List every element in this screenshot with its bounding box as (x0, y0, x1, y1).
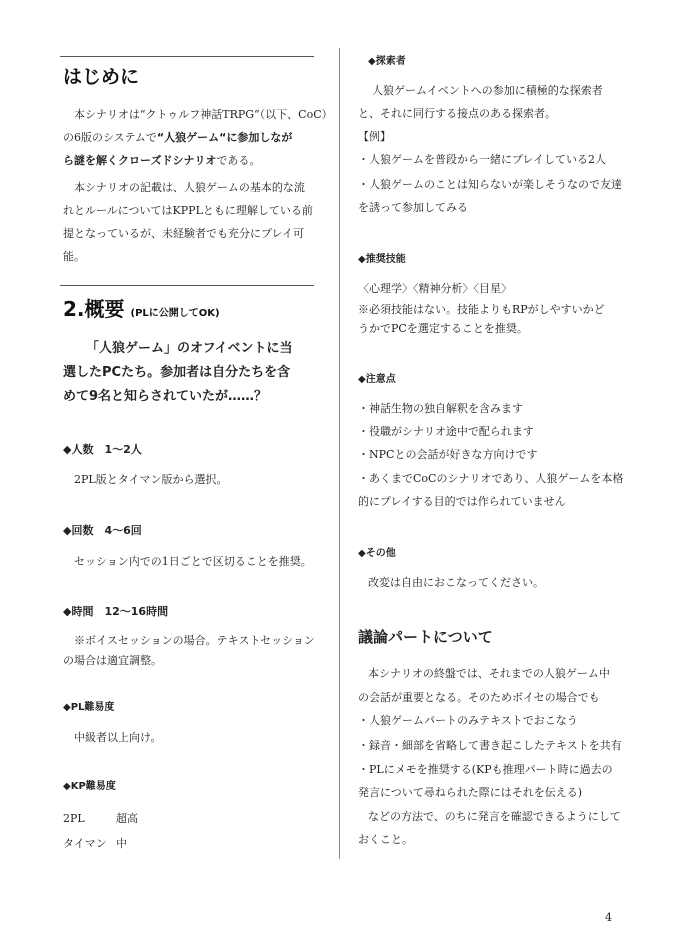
skills-note: うかでPCを選定することを推奨。 (358, 322, 528, 335)
time-text: の場合は適宜調整。 (63, 654, 162, 667)
debate-line: などの方法で、のちに発言を確認できるようにして (368, 810, 621, 823)
notes-line: ・あくまでCoCのシナリオであり、人狼ゲームを本格 (358, 472, 624, 485)
sessions-heading: ◆回数 4〜6回 (63, 524, 142, 537)
intro-line: の6版のシステムで“人狼ゲーム“に参加しなが (63, 131, 293, 144)
debate-line: ・録音・細部を省略して書き起こしたテキストを共有 (358, 739, 622, 752)
debate-line: ・PLにメモを推奨する(KPも推理パート時に過去の (358, 763, 613, 776)
debate-heading: 議論パートについて (358, 628, 493, 646)
investigator-line: を誘って参加してみる (358, 201, 468, 214)
skills-heading: ◆推奨技能 (358, 254, 406, 265)
intro-line: 本シナリオは“クトゥルフ神話TRPG“（以下、CoC） (74, 108, 333, 121)
overview-lead-line: 「人狼ゲーム」のオフイベントに当 (86, 341, 293, 356)
overview-heading: 2.概要 (PLに公開してOK) (63, 297, 220, 321)
notes-line: ・NPCとの会話が好きな方向けです (358, 448, 538, 461)
kp-row-value: 超高 (116, 812, 138, 825)
intro-line: 能。 (63, 250, 85, 263)
notes-line: ・神話生物の独自解釈を含みます (358, 402, 523, 415)
notes-heading: ◆注意点 (358, 374, 396, 385)
section-rule (60, 285, 314, 286)
intro-line: ら謎を解くクローズドシナリオである。 (63, 154, 261, 167)
notes-line: ・役職がシナリオ途中で配られます (358, 425, 534, 438)
skills-note: ※必須技能はない。技能よりもRPがしやすいかど (358, 303, 605, 316)
overview-note: (PLに公開してOK) (130, 308, 220, 319)
investigator-heading: ◆探索者 (368, 56, 406, 67)
top-rule-left (60, 56, 314, 57)
pl-difficulty-heading: ◆PL難易度 (63, 702, 115, 713)
debate-line: おくこと。 (358, 833, 413, 846)
skills-list: 〈心理学〉〈精神分析〉〈目星〉 (358, 282, 512, 295)
investigator-line: ・人狼ゲームのことは知らないが楽しそうなので友達 (358, 178, 622, 191)
intro-heading: はじめに (63, 66, 140, 88)
investigator-line: と、それに同行する接点のある探索者。 (358, 107, 556, 120)
time-heading: ◆時間 12〜16時間 (63, 605, 169, 618)
players-heading: ◆人数 1〜2人 (63, 443, 142, 456)
debate-line: 発言について尋ねられた際にはそれを伝える) (358, 786, 583, 799)
notes-line: 的にプレイする目的では作られていません (358, 495, 566, 508)
investigator-line: ・人狼ゲームを普段から一緒にプレイしている2人 (358, 153, 607, 166)
column-divider (339, 48, 340, 859)
intro-line: 本シナリオの記載は、人狼ゲームの基本的な流 (74, 181, 305, 194)
kp-difficulty-heading: ◆KP難易度 (63, 781, 116, 792)
debate-line: ・人狼ゲームパートのみテキストでおこなう (358, 714, 578, 727)
intro-line: 提となっているが、未経験者でも充分にプレイ可 (63, 227, 305, 240)
overview-lead-line: 選したPCたち。参加者は自分たちを含 (63, 365, 291, 380)
other-heading: ◆その他 (358, 548, 396, 559)
overview-lead-line: めて9名と知らされていたが……？ (63, 389, 268, 404)
intro-line: れとルールについてはKPPLともに理解している前 (63, 204, 313, 217)
kp-row-label: 2PL (63, 812, 85, 825)
other-line: 改変は自由におこなってください。 (368, 576, 544, 589)
page-number: 4 (605, 911, 612, 924)
kp-row-label: タイマン (63, 837, 107, 850)
pl-difficulty-text: 中級者以上向け。 (74, 731, 162, 744)
players-text: 2PL版とタイマン版から選択。 (74, 473, 228, 486)
kp-row-value: 中 (116, 837, 127, 850)
investigator-line: 【例】 (358, 130, 391, 143)
debate-line: 本シナリオの終盤では、それまでの人狼ゲーム中 (368, 667, 610, 680)
debate-line: の会話が重要となる。そのためボイセの場合でも (358, 691, 600, 704)
sessions-text: セッション内での1日ごとで区切ることを推奨。 (74, 555, 312, 568)
time-text: ※ボイスセッションの場合。テキストセッション (74, 634, 315, 647)
investigator-line: 人狼ゲームイベントへの参加に積極的な探索者 (372, 84, 603, 97)
